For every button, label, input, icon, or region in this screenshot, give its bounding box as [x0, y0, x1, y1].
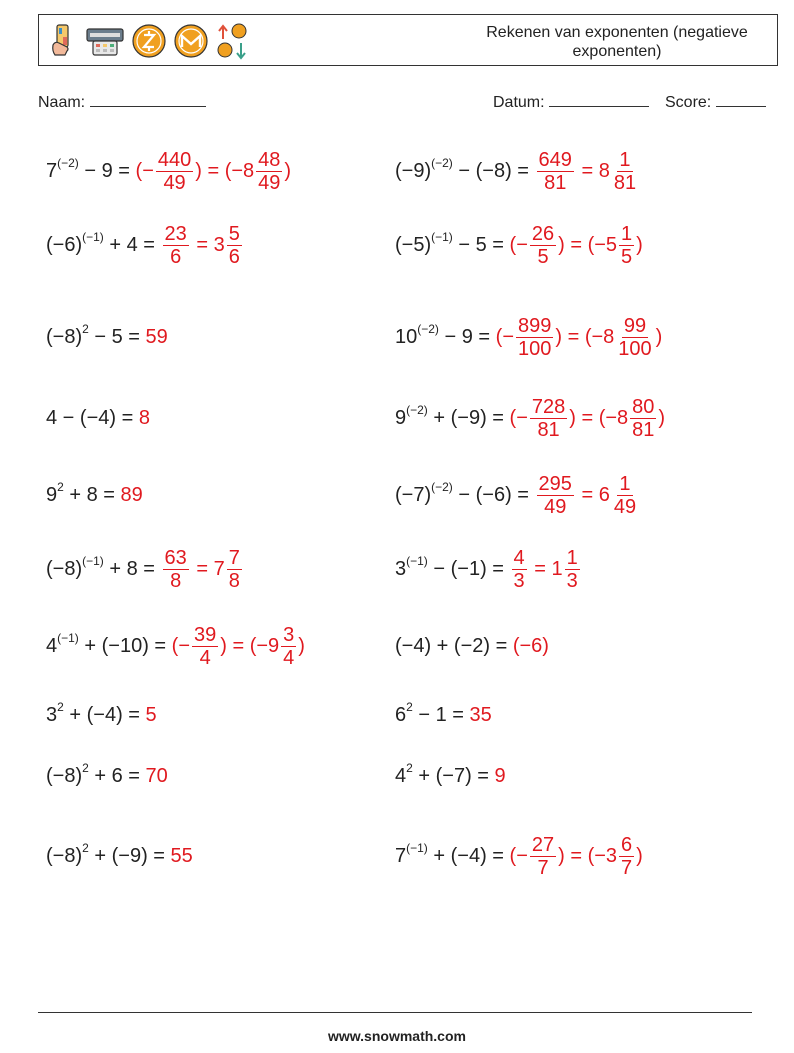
- answer-text: ): [284, 159, 292, 182]
- problem-answer: [172, 624, 305, 669]
- problem-exponent: (−1): [57, 630, 79, 645]
- problem-operation: − 1 =: [412, 703, 470, 726]
- answer-text: ) = (−8: [569, 406, 629, 429]
- fraction-denominator: 100: [618, 337, 652, 360]
- answer-fraction: [281, 624, 296, 669]
- problem-operation: + (−10) =: [78, 634, 172, 657]
- answer-fraction: [616, 315, 653, 360]
- problem-exponent: 2: [57, 699, 64, 714]
- fraction-denominator: 8: [170, 569, 182, 592]
- answer-text: ): [298, 634, 305, 657]
- problem-operation: − (−1) =: [427, 557, 510, 580]
- answer-text: = 8: [575, 159, 610, 182]
- problem-item: [46, 388, 150, 448]
- problem-operation: + (−9) =: [427, 406, 510, 429]
- fraction-numerator: 6: [621, 833, 633, 856]
- answer-fraction: [537, 473, 574, 518]
- problem-question: [395, 155, 535, 183]
- problem-operation: + 8 =: [63, 483, 121, 506]
- problem-item: [46, 746, 168, 806]
- fraction-numerator: 295: [538, 472, 572, 495]
- answer-fraction: [619, 834, 634, 879]
- problem-base: (−7): [395, 483, 432, 506]
- answer-fraction: [530, 396, 567, 441]
- answer-fraction: [537, 149, 574, 194]
- problem-answer: [535, 473, 641, 518]
- problem-operation: − 5 =: [452, 233, 510, 256]
- fraction-numerator: 4: [513, 546, 525, 569]
- problem-operation: − (−6) =: [452, 483, 535, 506]
- problem-answer: [510, 547, 582, 592]
- problem-item: [395, 465, 640, 525]
- answer-fraction: [163, 223, 189, 268]
- problem-question: [46, 155, 136, 183]
- name-line[interactable]: [90, 92, 206, 107]
- answer-fraction: [156, 149, 193, 194]
- answer-text: ) = (−3: [558, 844, 618, 867]
- problem-question: [46, 840, 171, 868]
- answer-fraction: [612, 473, 638, 518]
- fraction-denominator: 4: [283, 646, 295, 669]
- problem-base: (−8): [46, 844, 83, 867]
- answer-text: 8: [138, 406, 150, 429]
- answer-text: (−6): [512, 634, 549, 657]
- problem-exponent: (−2): [57, 155, 79, 170]
- answer-text: ): [636, 844, 643, 867]
- answer-text: 55: [170, 844, 193, 867]
- problem-item: [395, 215, 643, 275]
- problem-question: [46, 630, 172, 658]
- answer-text: ) = (−5: [558, 233, 618, 256]
- answer-text: = 7: [190, 557, 225, 580]
- answer-fraction: [530, 223, 556, 268]
- problem-operation: + 4 =: [103, 233, 161, 256]
- problem-answer: [496, 315, 663, 360]
- problem-operation: − 9 =: [78, 159, 136, 182]
- answer-fraction: [630, 396, 656, 441]
- problem-operation: =: [116, 406, 139, 429]
- card-terminal-icon: [85, 25, 125, 57]
- problem-operation: − (−8) =: [452, 159, 535, 182]
- problem-exponent: 2: [406, 760, 413, 775]
- answer-fraction: [227, 547, 242, 592]
- fraction-numerator: 63: [164, 546, 187, 569]
- fraction-numerator: 649: [538, 148, 572, 171]
- fraction-numerator: 899: [518, 314, 552, 337]
- problem-question: [395, 699, 470, 727]
- exchange-arrows-icon: [215, 21, 249, 61]
- problem-base: 7: [395, 844, 407, 867]
- problem-item: [46, 616, 305, 676]
- fraction-numerator: 23: [164, 222, 187, 245]
- problem-base: (−6): [46, 233, 83, 256]
- answer-fraction: [565, 547, 580, 592]
- answer-text: 5: [145, 703, 157, 726]
- answer-text: ) = (−9: [220, 634, 280, 657]
- name-field: [38, 92, 206, 112]
- fraction-denominator: 49: [258, 171, 281, 194]
- fraction-denominator: 6: [170, 245, 182, 268]
- fraction-numerator: 5: [228, 222, 240, 245]
- problem-item: [395, 826, 643, 886]
- problem-operation: − 9 =: [438, 325, 496, 348]
- fraction-numerator: 27: [531, 833, 555, 856]
- problem-base: (−8): [46, 325, 83, 348]
- header-icons: [49, 21, 249, 61]
- problem-operation: + (−7) =: [412, 764, 495, 787]
- fraction-numerator: 728: [531, 395, 566, 418]
- answer-text: 9: [494, 764, 506, 787]
- answer-text: (−: [509, 406, 528, 429]
- problem-base: 9: [395, 406, 407, 429]
- name-label: Naam:: [38, 94, 86, 111]
- fraction-denominator: 81: [613, 171, 637, 194]
- problem-base: 6: [395, 703, 407, 726]
- answer-fraction: [530, 834, 556, 879]
- credit-card-hand-icon: [49, 23, 79, 59]
- answer-fraction: [619, 223, 634, 268]
- problem-item: [395, 141, 640, 201]
- problem-operation: + (−9) =: [88, 844, 171, 867]
- score-field: [665, 92, 766, 112]
- answer-text: (−: [171, 634, 190, 657]
- score-line[interactable]: [716, 92, 766, 107]
- date-field: [493, 92, 649, 112]
- problem-answer: [139, 407, 150, 430]
- problem-question: [46, 760, 146, 788]
- monero-coin-icon: [173, 23, 209, 59]
- problem-answer: [510, 396, 666, 441]
- problem-base: 4: [395, 764, 407, 787]
- worksheet-title: Rekenen van exponenten (negatieve exponenten): [486, 24, 748, 60]
- problem-answer: [161, 223, 244, 268]
- problem-item: [395, 539, 582, 599]
- problem-exponent: (−1): [82, 553, 104, 568]
- fraction-numerator: 1: [619, 148, 631, 171]
- problem-question: [395, 321, 496, 349]
- fraction-denominator: 4: [199, 646, 211, 669]
- problem-answer: [146, 326, 168, 349]
- problem-base: 4 − (−4): [46, 406, 117, 429]
- fraction-denominator: 5: [621, 245, 633, 268]
- problem-base: 3: [395, 557, 407, 580]
- fraction-denominator: 81: [632, 418, 655, 441]
- answer-text: = 1: [528, 557, 563, 580]
- problem-question: [395, 760, 495, 788]
- fraction-denominator: 7: [537, 856, 549, 879]
- problem-question: [395, 229, 510, 257]
- date-label: Datum:: [493, 94, 545, 111]
- problem-question: [395, 402, 510, 430]
- problem-exponent: 2: [82, 760, 89, 775]
- problem-base: (−9): [395, 159, 432, 182]
- fraction-numerator: 39: [194, 623, 217, 646]
- problem-answer: [146, 704, 157, 727]
- answer-text: ) = (−8: [555, 325, 615, 348]
- answer-text: ): [655, 325, 663, 348]
- problem-operation: =: [490, 634, 513, 657]
- problem-base: 3: [46, 703, 58, 726]
- answer-text: 70: [145, 764, 168, 787]
- problem-answer: [535, 149, 641, 194]
- fraction-numerator: 440: [157, 148, 192, 171]
- fraction-numerator: 1: [621, 222, 633, 245]
- problem-base: 7: [46, 159, 58, 182]
- problem-item: [395, 685, 492, 745]
- fraction-numerator: 80: [632, 395, 655, 418]
- problem-item: [46, 141, 291, 201]
- answer-text: 35: [469, 703, 492, 726]
- answer-fraction: [612, 149, 638, 194]
- date-line[interactable]: [549, 92, 649, 107]
- problem-item: [46, 685, 157, 745]
- answer-text: ): [636, 233, 643, 256]
- score-label: Score:: [665, 94, 712, 111]
- problem-answer: [513, 635, 549, 658]
- problem-exponent: (−1): [406, 553, 428, 568]
- answer-fraction: [516, 315, 553, 360]
- problem-exponent: 2: [406, 699, 413, 714]
- fraction-numerator: 99: [623, 314, 647, 337]
- problem-base: (−8): [46, 557, 83, 580]
- problem-question: [46, 479, 121, 507]
- fraction-denominator: 49: [613, 495, 637, 518]
- footer-divider: [38, 1012, 752, 1013]
- problem-exponent: (−1): [406, 840, 428, 855]
- answer-text: (−: [509, 233, 528, 256]
- problem-exponent: 2: [82, 321, 89, 336]
- problem-operation: + 8 =: [103, 557, 161, 580]
- problem-answer: [510, 223, 643, 268]
- answer-text: (−: [135, 159, 154, 182]
- answer-text: (−: [509, 844, 528, 867]
- problem-exponent: 2: [57, 479, 64, 494]
- problem-item: [395, 746, 506, 806]
- problem-exponent: (−1): [431, 229, 453, 244]
- problem-operation: + 6 =: [88, 764, 146, 787]
- fraction-numerator: 1: [619, 472, 631, 495]
- problem-answer: [161, 547, 244, 592]
- fraction-numerator: 48: [258, 148, 281, 171]
- fraction-numerator: 3: [283, 623, 295, 646]
- footer-url: www.snowmath.com: [328, 1028, 466, 1044]
- problem-answer: [171, 845, 193, 868]
- problem-question: [395, 840, 510, 868]
- problem-question: [46, 553, 161, 581]
- problem-operation: + (−4) =: [63, 703, 146, 726]
- problem-exponent: (−2): [406, 402, 428, 417]
- fraction-numerator: 1: [566, 546, 578, 569]
- problem-answer: [470, 704, 492, 727]
- problem-answer: [510, 834, 643, 879]
- problem-item: [395, 616, 549, 676]
- problem-question: [395, 635, 513, 658]
- problem-question: [46, 699, 146, 727]
- problem-exponent: 2: [82, 840, 89, 855]
- answer-text: ) = (−8: [195, 159, 255, 182]
- answer-text: 89: [120, 483, 143, 506]
- fraction-denominator: 49: [163, 171, 186, 194]
- problem-question: [46, 407, 139, 430]
- problem-base: 9: [46, 483, 58, 506]
- fraction-denominator: 81: [537, 418, 560, 441]
- problem-item: [46, 465, 143, 525]
- fraction-denominator: 7: [621, 856, 633, 879]
- fraction-denominator: 81: [544, 171, 567, 194]
- problem-exponent: (−2): [431, 479, 453, 494]
- problem-question: [395, 553, 510, 581]
- answer-fraction: [163, 547, 189, 592]
- problem-operation: + (−4) =: [427, 844, 510, 867]
- worksheet-header: [38, 14, 778, 66]
- problem-answer: [495, 765, 506, 788]
- problem-answer: [121, 484, 143, 507]
- fraction-denominator: 5: [537, 245, 549, 268]
- answer-fraction: [192, 624, 218, 669]
- problem-item: [395, 307, 662, 367]
- problem-exponent: (−1): [82, 229, 104, 244]
- problem-item: [46, 215, 244, 275]
- answer-text: 59: [145, 325, 168, 348]
- answer-text: = 3: [190, 233, 225, 256]
- problem-item: [46, 307, 168, 367]
- problem-base: (−4) + (−2): [395, 634, 491, 657]
- fraction-denominator: 100: [518, 337, 552, 360]
- problem-item: [46, 826, 193, 886]
- problem-question: [46, 229, 161, 257]
- problem-base: (−8): [46, 764, 83, 787]
- fraction-numerator: 26: [531, 222, 555, 245]
- fraction-denominator: 3: [566, 569, 578, 592]
- answer-text: (−: [495, 325, 514, 348]
- problem-base: (−5): [395, 233, 432, 256]
- zcash-coin-icon: [131, 23, 167, 59]
- answer-fraction: [256, 149, 282, 194]
- answer-text: = 6: [575, 483, 610, 506]
- answer-text: ): [658, 406, 666, 429]
- fraction-denominator: 49: [544, 495, 567, 518]
- problem-item: [395, 388, 665, 448]
- problem-base: 4: [46, 634, 58, 657]
- problem-operation: − 5 =: [88, 325, 146, 348]
- problem-base: 10: [395, 325, 418, 348]
- answer-fraction: [227, 223, 242, 268]
- problem-exponent: (−2): [417, 321, 439, 336]
- problem-question: [46, 321, 146, 349]
- fraction-denominator: 6: [228, 245, 240, 268]
- problem-item: [46, 539, 244, 599]
- problem-answer: [146, 765, 168, 788]
- problem-exponent: (−2): [431, 155, 453, 170]
- problem-answer: [136, 149, 292, 194]
- answer-fraction: [512, 547, 527, 592]
- problem-question: [395, 479, 535, 507]
- fraction-denominator: 3: [513, 569, 525, 592]
- fraction-denominator: 8: [228, 569, 240, 592]
- fraction-numerator: 7: [228, 546, 240, 569]
